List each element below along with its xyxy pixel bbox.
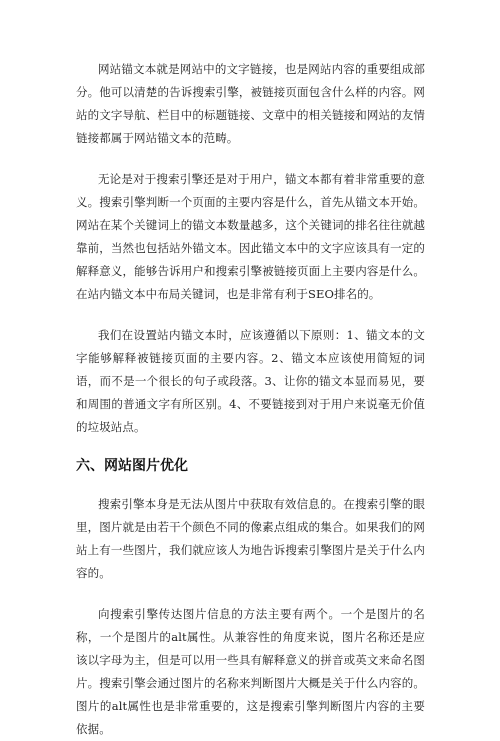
paragraph-image-search-engine: 搜索引擎本身是无法从图片中获取有效信息的。在搜索引擎的眼里，图片就是由若干个颜色不同的像素点组成的集合。如果我们的网站上有一些图片，我们就应该人为地告诉搜索引擎图片是关于什么内容的。 — [76, 497, 425, 580]
paragraph-image-alt-attribute: 向搜索引擎传达图片信息的方法主要有两个。一个是图片的名称，一个是图片的alt属性。从兼容性的角度来说，图片名称还是应该以字母为主，但是可以用一些具有解释意义的拼音或英文来命名图片。搜索引擎会通过图片的名称来判断图片大概是关于什么内容的。图片的alt属性也是非常重要的，这是搜索引擎判断图片内容的主要依据。 — [76, 607, 425, 736]
paragraph-anchor-text-definition: 网站锚文本就是网站中的文字链接，也是网站内容的重要组成部分。他可以清楚的告诉搜索引擎，被链接页面包含什么样的内容。网站的文字导航、栏目中的标题链接、文章中的相关链接和网站的友情链接都属于网站锚文本的范畴。 — [76, 62, 425, 145]
section-heading-image-optimization: 六、网站图片优化 — [76, 458, 188, 474]
paragraph-anchor-text-importance: 无论是对于搜索引擎还是对于用户，锚文本都有着非常重要的意义。搜索引擎判断一个页面的主要内容是什么，首先从锚文本开始。网站在某个关键词上的锚文本数量越多，这个关键词的排名往往就越靠前，当然也包括站外锚文本。因此锚文本中的文字应该具有一定的解释意义，能够告诉用户和搜索引擎被链接页面上主要内容是什么。在站内锚文本中布局关键词，也是非常有利于SEO排名的。 — [76, 172, 425, 301]
paragraph-anchor-text-principles: 我们在设置站内锚文本时，应该遵循以下原则：1、锚文本的文字能够解释被链接页面的主要内容。2、锚文本应该使用简短的词语，而不是一个很长的句子或段落。3、让你的锚文本显而易见，要和周围的普通文字有所区别。4、不要链接到对于用户来说毫无价值的垃圾站点。 — [76, 328, 425, 434]
